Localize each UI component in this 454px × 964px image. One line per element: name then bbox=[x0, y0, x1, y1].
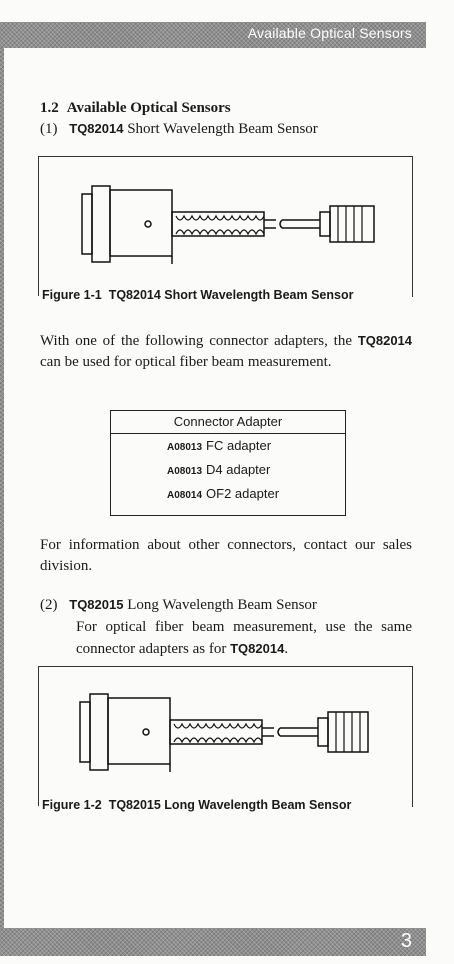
figure2-sensor-drawing bbox=[78, 688, 378, 778]
figure2-caption-text: TQ82015 Long Wavelength Beam Sensor bbox=[108, 798, 352, 812]
adapter-row bbox=[111, 434, 345, 458]
item2-note-prefix: For optical fiber beam measurement, use the same connector adapters as for bbox=[76, 619, 412, 657]
figure1-caption-text: TQ82014 Short Wavelength Beam Sensor bbox=[108, 288, 354, 302]
contact-paragraph: For information about other connectors, contact our sales division. bbox=[40, 537, 412, 574]
item2-model: TQ82015 bbox=[69, 597, 124, 612]
item1-index: (1) bbox=[40, 121, 58, 137]
running-header-title: Available Optical Sensors bbox=[247, 25, 412, 41]
item2-index: (2) bbox=[40, 597, 58, 613]
header-band bbox=[0, 22, 426, 48]
section-heading bbox=[40, 100, 231, 117]
figure1-left-edge bbox=[38, 156, 39, 296]
adapter-intro-paragraph bbox=[40, 330, 412, 373]
adapter-name: D4 adapter bbox=[206, 462, 271, 477]
item2-note-model: TQ82014 bbox=[230, 641, 285, 656]
section-number: 1.2 bbox=[40, 100, 59, 116]
section-title: Available Optical Sensors bbox=[66, 100, 231, 116]
adapter-code: A08013 bbox=[167, 466, 203, 477]
item2-note-suffix: . bbox=[284, 641, 289, 657]
adapter-code: A08014 bbox=[167, 490, 203, 501]
item1-desc: Short Wavelength Beam Sensor bbox=[127, 121, 318, 137]
item2-desc: Long Wavelength Beam Sensor bbox=[127, 597, 317, 613]
adapter-name: FC adapter bbox=[206, 438, 272, 453]
para1-model: TQ82014 bbox=[357, 333, 413, 348]
item1-line bbox=[40, 121, 318, 138]
figure2-caption bbox=[40, 798, 353, 812]
para1-suffix: can be used for optical fiber beam measurement. bbox=[40, 354, 332, 370]
page-number: 3 bbox=[400, 930, 412, 952]
footer-band bbox=[0, 928, 426, 956]
item1-model: TQ82014 bbox=[69, 121, 124, 136]
figure1-sensor-drawing bbox=[80, 180, 380, 270]
adapter-name: OF2 adapter bbox=[206, 486, 280, 501]
figure2-label: Figure 1-2 bbox=[42, 798, 102, 812]
adapter-code: A08013 bbox=[167, 442, 203, 453]
item2-note bbox=[76, 617, 412, 660]
adapter-row bbox=[111, 458, 345, 482]
para1-prefix: With one of the following connector adapters, the bbox=[40, 333, 352, 349]
item2-line bbox=[40, 597, 317, 614]
adapter-table-header: Connector Adapter bbox=[111, 411, 345, 434]
connector-adapter-table bbox=[110, 410, 346, 516]
adapter-row bbox=[111, 482, 345, 506]
figure2-left-edge bbox=[38, 666, 39, 806]
left-margin-strip bbox=[0, 48, 4, 928]
figure1-label: Figure 1-1 bbox=[42, 288, 102, 302]
figure1-caption bbox=[40, 288, 355, 302]
